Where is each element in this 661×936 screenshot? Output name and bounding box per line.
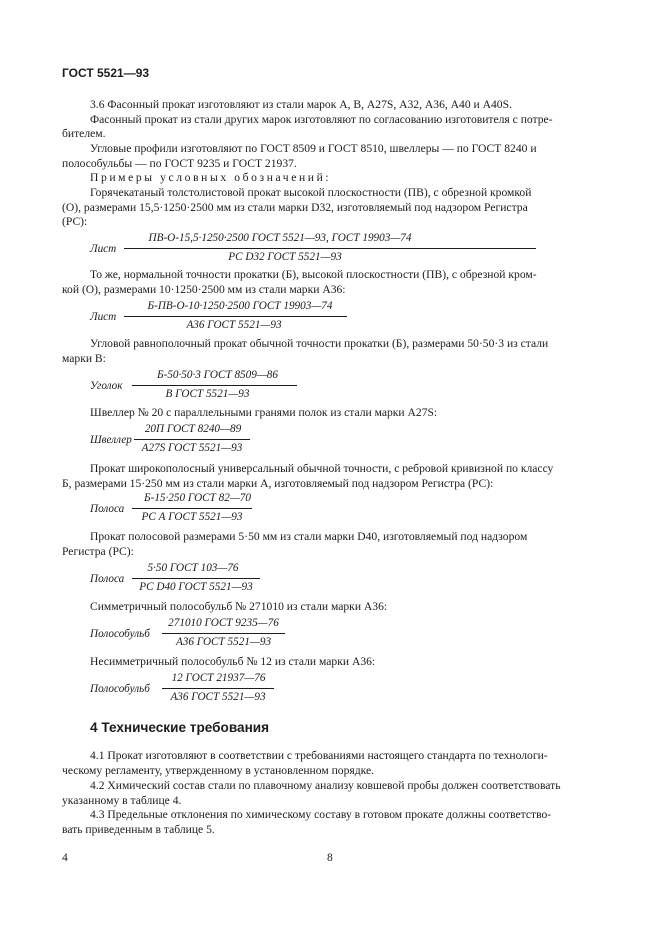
formula-label: Лист [90, 243, 117, 255]
fraction-bar [124, 316, 347, 317]
example-7-text [62, 600, 598, 615]
text-line: (РС): [62, 215, 88, 229]
text-line: Прокат широкополосный универсальный обычной точности, с ребровой кривизной по классу [90, 462, 554, 475]
paragraph-3-6 [62, 98, 598, 142]
example-8-text [62, 655, 598, 670]
fraction-bar [132, 385, 297, 386]
formula-label: Полоса [90, 503, 125, 515]
text-line: ческому регламенту, утвержденному в установленном порядке. [62, 763, 374, 777]
formula-denominator: РС А ГОСТ 5521—93 [141, 511, 243, 523]
example-6-text [62, 530, 598, 559]
formula-denominator: А36 ГОСТ 5521—93 [175, 636, 272, 648]
document-header: ГОСТ 5521—93 [62, 66, 150, 80]
example-1-text [62, 186, 598, 230]
text-line: полособульбы — по ГОСТ 9235 и ГОСТ 21937. [62, 156, 297, 170]
text-line: То же, нормальной точности прокатки (Б), высокой плоскостности (ПВ), с обрезной кром- [90, 268, 537, 281]
formula-denominator: А36 ГОСТ 5521—93 [186, 319, 282, 331]
text-line: Прокат полосовой размерами 5·50 мм из стали марки D40, изготовляемый под надзором [90, 530, 528, 543]
text-line: Симметричный полособульб № 271010 из стали марки А36: [90, 600, 388, 613]
formula-numerator: 271010 ГОСТ 9235—76 [168, 617, 279, 629]
formula-denominator: В ГОСТ 5521—93 [165, 388, 250, 400]
example-3-text [62, 337, 598, 366]
text-line: Горячекатаный толстолистовой прокат высокой плоскостности (ПВ), с обрезной кромкой [90, 186, 532, 199]
text-line: марки В: [62, 351, 106, 365]
examples-heading: Примеры условных обозначений: [90, 171, 332, 184]
section-title: 4 Технические требования [90, 720, 270, 735]
fraction-bar [162, 633, 285, 634]
fraction-bar [162, 688, 274, 689]
text-line: Несимметричный полособульб № 12 из стали марки А36: [90, 655, 376, 668]
formula-denominator: А27S ГОСТ 5521—93 [141, 442, 243, 454]
formula-numerator: ПВ-О-15,5·1250·2500 ГОСТ 5521—93, ГОСТ 19903—74 [148, 232, 412, 244]
formula-numerator: Б-15·250 ГОСТ 82—70 [144, 492, 251, 504]
example-2-text [62, 268, 598, 297]
formula-label: Полоса [90, 573, 125, 585]
text-line: 3.6 Фасонный прокат изготовляют из стали марок А, В, А27S, А32, А36, А40 и А40S. [90, 98, 512, 111]
text-line: Регистра (РС): [62, 544, 134, 558]
page-number-center: 8 [327, 851, 333, 864]
formula-label: Полособульб [90, 683, 150, 695]
formula-numerator: 12 ГОСТ 21937—76 [171, 672, 266, 684]
fraction-bar [124, 248, 536, 249]
text-line: 4.3 Предельные отклонения по химическому составу в готовом прокате должны соответство- [90, 808, 552, 821]
formula-denominator: А36 ГОСТ 5521—93 [170, 691, 266, 703]
text-line: 4.1 Прокат изготовляют в соответствии с требованиями настоящего стандарта по технологи- [90, 749, 548, 762]
formula-label: Полособульб [90, 628, 150, 640]
example-5-text [62, 462, 598, 491]
fraction-bar [132, 508, 252, 509]
formula-label: Уголок [90, 380, 123, 392]
formula-numerator: 5·50 ГОСТ 103—76 [147, 562, 239, 574]
formula-denominator: РС D32 ГОСТ 5521—93 [228, 251, 342, 263]
formula-denominator: РС D40 ГОСТ 5521—93 [139, 581, 253, 593]
formula-numerator: Б-50·50·3 ГОСТ 8509—86 [157, 369, 278, 381]
page-number-left: 4 [62, 851, 68, 864]
formula-label: Швеллер [90, 434, 132, 446]
formula-label: Лист [90, 311, 117, 323]
paragraph-4-2 [62, 779, 598, 808]
text-line: указанному в таблице 4. [62, 793, 182, 807]
text-line: Угловые профили изготовляют по ГОСТ 8509 и ГОСТ 8510, швеллеры — по ГОСТ 8240 и [90, 142, 537, 155]
text-line: Фасонный прокат из стали других марок изготовляют по согласованию изготовителя с потре- [90, 112, 553, 126]
fraction-bar [132, 578, 260, 579]
text-line: (О), размерами 15,5·1250·2500 мм из стали марки D32, изготовляемый под надзором Регистра [62, 200, 528, 214]
formula-numerator: 20П ГОСТ 8240—89 [144, 423, 242, 435]
paragraph-4-3 [62, 808, 598, 837]
text-line: Угловой равнополочный прокат обычной точности прокатки (Б), размерами 50·50·3 из стали [90, 337, 549, 350]
text-line: 4.2 Химический состав стали по плавочному анализу ковшевой пробы должен соответствовать [90, 779, 561, 792]
text-line: Б, размерами 15·250 мм из стали марки А, изготовляемый под надзором Регистра (РС): [62, 476, 494, 490]
text-line: вать приведенным в таблице 5. [62, 822, 215, 836]
text-line: Швеллер № 20 с параллельными гранями полок из стали марки А27S: [90, 406, 438, 419]
paragraph-4-1 [62, 749, 598, 778]
fraction-bar [134, 439, 250, 440]
formula-numerator: Б-ПВ-О-10·1250·2500 ГОСТ 19903—74 [147, 300, 333, 312]
example-4-text [62, 406, 598, 421]
paragraph-profiles [62, 142, 598, 171]
text-line: кой (О), размерами 10·1250·2500 мм из стали марки А36: [62, 282, 346, 296]
text-line: бителем. [62, 127, 106, 141]
